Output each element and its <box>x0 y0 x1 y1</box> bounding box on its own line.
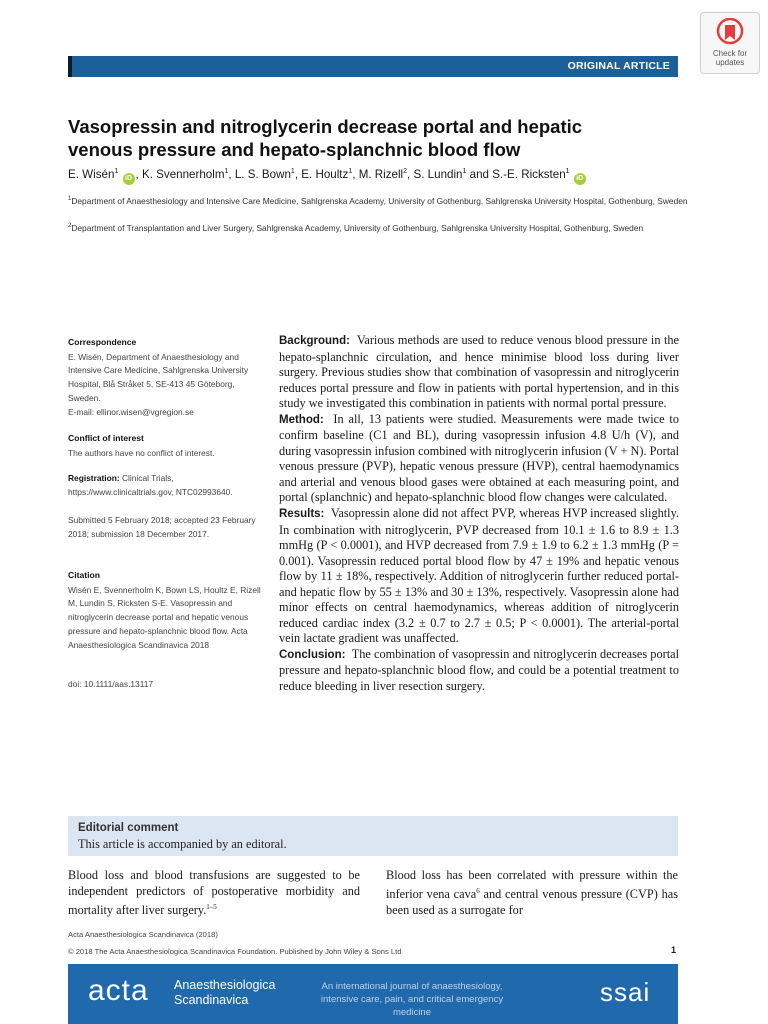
affiliation-text: Department of Transplantation and Liver Surgery, Sahlgrenska Academy, University of Gothenburg, Sahlgrenska University Hospital, Gothenburg, Sweden <box>71 222 644 233</box>
author <box>301 168 352 181</box>
author-separator: , <box>294 167 302 181</box>
journal-name <box>174 978 275 1008</box>
ssai-logo: ssai <box>600 977 651 1007</box>
background-text: Various methods are used to reduce venous blood pressure in the hepato-splanchnic circulation, and hence minimise blood loss during liver surgery. Previous studies show that combination of vasopressin and nitroglycerin reduces portal pressure and flow in patients with portal hypertension, and in this study we investigated this combination in patients with normal portal pressure. <box>279 333 679 411</box>
affiliation-text: Department of Anaesthesiology and Intensive Care Medicine, Sahlgrenska Academy, University of Gothenburg, Sahlgrenska University Hospital, Gothenburg, Sweden <box>71 195 688 206</box>
author-name[interactable]: K. Svennerholm <box>141 167 225 181</box>
copyright-line: © 2018 The Acta Anaesthesiologica Scandinavica Foundation. Published by John Wiley & Sons Ltd <box>68 947 402 956</box>
author-name[interactable]: S.-E. Ricksten <box>492 167 566 181</box>
correspondence-email[interactable]: E-mail: ellinor.wisen@vgregion.se <box>68 406 194 417</box>
author-separator: , <box>135 167 142 181</box>
badge-line2: updates <box>715 57 745 67</box>
author <box>142 168 228 181</box>
affiliation-number: 1 <box>68 196 72 202</box>
conflict-heading: Conflict of interest <box>68 433 144 443</box>
results-label: Results: <box>279 508 325 521</box>
abstract-conclusion <box>279 647 679 695</box>
registration-label: Registration: <box>68 473 120 483</box>
results-text: Vasopressin alone did not affect PVP, whereas HVP increased slightly. In combination with nitroglycerin, PVP decreased from 10.1 ± 1.6 to 8.9 ± 1.3 mmHg (P < 0.0001), and HVP decreased from 7.9 ± 1.9 to 6.2 ± 1.3 mmHg (P = 0.001). Vasopressin reduced portal blood flow by 47 ± 19% and hepatic venous flow by 11 ± 18%, respectively. Addition of nitroglycerin further reduced portal- and hepatic flow by 55 ± 13% and 30 ± 13%, respectively. Vasopressin alone had minor effects on central haemodynamics, whereas addition of nitroglycerin reduced cardiac index (3.2 ± 0.7 to 2.7 ± 0.5; P < 0.0001). The arterial-portal vein lactate gradient was unaffected. <box>279 506 679 646</box>
conclusion-label: Conclusion: <box>279 648 346 661</box>
author-list <box>68 164 698 185</box>
editorial-comment-box <box>68 816 678 856</box>
author-affiliation-number: 1 <box>565 168 570 175</box>
body-column-left <box>68 867 360 918</box>
bookmark-ribbon-icon <box>716 18 744 48</box>
reference-marker[interactable]: 6 <box>476 887 480 895</box>
correspondence-heading: Correspondence <box>68 337 137 347</box>
editorial-heading: Editorial comment <box>78 822 179 834</box>
author-affiliation-number: 1 <box>224 168 229 175</box>
conclusion-text: The combination of vasopressin and nitroglycerin decreases portal pressure and hepato-splanchnic blood flow, and could be a potential treatment to reduce bleeding in liver resection surgery. <box>279 646 679 694</box>
registration-block <box>68 472 268 499</box>
affiliation-1 <box>68 193 688 208</box>
journal-name-line1: Anaesthesiologica <box>174 978 276 992</box>
acta-logo: acta <box>88 974 149 1007</box>
author-separator: and <box>466 167 493 181</box>
citation-text: Wisén E, Svennerholm K, Bown LS, Houltz E, Rizell M, Lundin S, Ricksten S-E. Vasopressin and nitroglycerin decrease portal and hepatic venous pressure and hepato-splanchnic blood flow. Acta Anaesthesiologica Scandinavica 2018 <box>68 584 261 650</box>
affiliation-number: 2 <box>68 223 72 229</box>
author <box>235 168 295 181</box>
author <box>359 168 407 181</box>
doi-text[interactable]: doi: 10.1111/aas.13117 <box>68 679 154 689</box>
journal-tagline: An international journal of anaesthesiology, intensive care, pain, and critical emergency medicine <box>320 981 504 1018</box>
author-name[interactable]: M. Rizell <box>358 167 404 181</box>
article-type-bar <box>68 56 678 77</box>
correspondence-text: E. Wisén, Department of Anaesthesiology and Intensive Care Medicine, Sahlgrenska University Hospital, Blå Stråket 5, SE-413 45 Göteborg, Sweden. <box>68 351 249 403</box>
editorial-text: This article is accompanied by an editoral. <box>78 837 287 851</box>
journal-name-line2: Scandinavica <box>174 993 249 1007</box>
author-separator: , <box>228 167 235 181</box>
author-name[interactable]: S. Lundin <box>413 167 463 181</box>
citation-heading: Citation <box>68 570 100 580</box>
badge-line1: Check for <box>712 49 748 58</box>
method-text: In all, 13 patients were studied. Measurements were made twice to confirm baseline (C1 and BL), during vasopressin infusion 4.8 U/h (V), and during vasopressin infusion combined with nitroglycerin infusion (V + N). Portal venous pressure (PVP), hepatic venous pressure (HVP), central haemodynamics and arterial and venous blood gases were obtained at each measuring point, and portal (splanchnic) and hepato-splanchnic blood flow changes were calculated. <box>279 411 679 505</box>
abstract-background <box>279 333 679 412</box>
author <box>414 168 467 181</box>
body-left-text: Blood loss and blood transfusions are suggested to be independent predictors of postoperative morbidity and mortality after liver surgery. <box>68 868 360 918</box>
method-label: Method: <box>279 413 324 426</box>
background-label: Background: <box>279 335 350 347</box>
author-name[interactable]: L. S. Bown <box>234 167 291 181</box>
affiliation-2 <box>68 220 688 235</box>
body-right-text-b: and central venous pressure (CVP) has been used as a surrogate for <box>386 887 678 918</box>
page-number: 1 <box>670 945 676 955</box>
author-affiliation-number: 1 <box>114 168 119 175</box>
author-affiliation-number: 1 <box>348 168 353 175</box>
conflict-text: The authors have no conflict of interest. <box>68 447 215 458</box>
author-affiliation-number: 2 <box>403 168 408 175</box>
body-column-right <box>386 867 678 918</box>
conflict-block <box>68 432 268 460</box>
title-line-2: venous pressure and hepato-splanchnic blood flow <box>68 139 521 160</box>
author-affiliation-number: 1 <box>290 168 295 175</box>
author-name[interactable]: E. Wisén <box>68 167 115 181</box>
orcid-icon[interactable]: iD <box>123 173 135 185</box>
author <box>492 168 587 181</box>
author-separator: , <box>352 167 359 181</box>
author-name[interactable]: E. Houltz <box>301 167 349 181</box>
article-title <box>68 115 688 161</box>
check-for-updates-badge[interactable] <box>700 12 760 74</box>
registration-text[interactable]: Clinical Trials, https://www.clinicaltrials.gov, NTC02993640. <box>68 473 233 497</box>
abstract-method <box>279 412 679 506</box>
abstract <box>279 333 679 695</box>
title-line-1: Vasopressin and nitroglycerin decrease portal and hepatic <box>68 116 583 137</box>
reference-marker[interactable]: 1–5 <box>206 903 217 911</box>
citation-block <box>68 569 268 652</box>
orcid-icon[interactable]: iD <box>574 173 586 185</box>
correspondence-block <box>68 336 268 419</box>
author-affiliation-number: 1 <box>462 168 467 175</box>
body-right-text-a: Blood loss has been correlated with pressure within the inferior vena cava <box>386 868 678 902</box>
journal-banner <box>68 964 678 1024</box>
author-separator: , <box>407 167 414 181</box>
journal-line: Acta Anaesthesiologica Scandinavica (2018) <box>68 930 218 939</box>
author <box>68 168 136 181</box>
submission-dates: Submitted 5 February 2018; accepted 23 February 2018; submission 18 December 2017. <box>68 515 256 539</box>
article-type-label: ORIGINAL ARTICLE <box>567 60 670 72</box>
abstract-results <box>279 506 679 647</box>
